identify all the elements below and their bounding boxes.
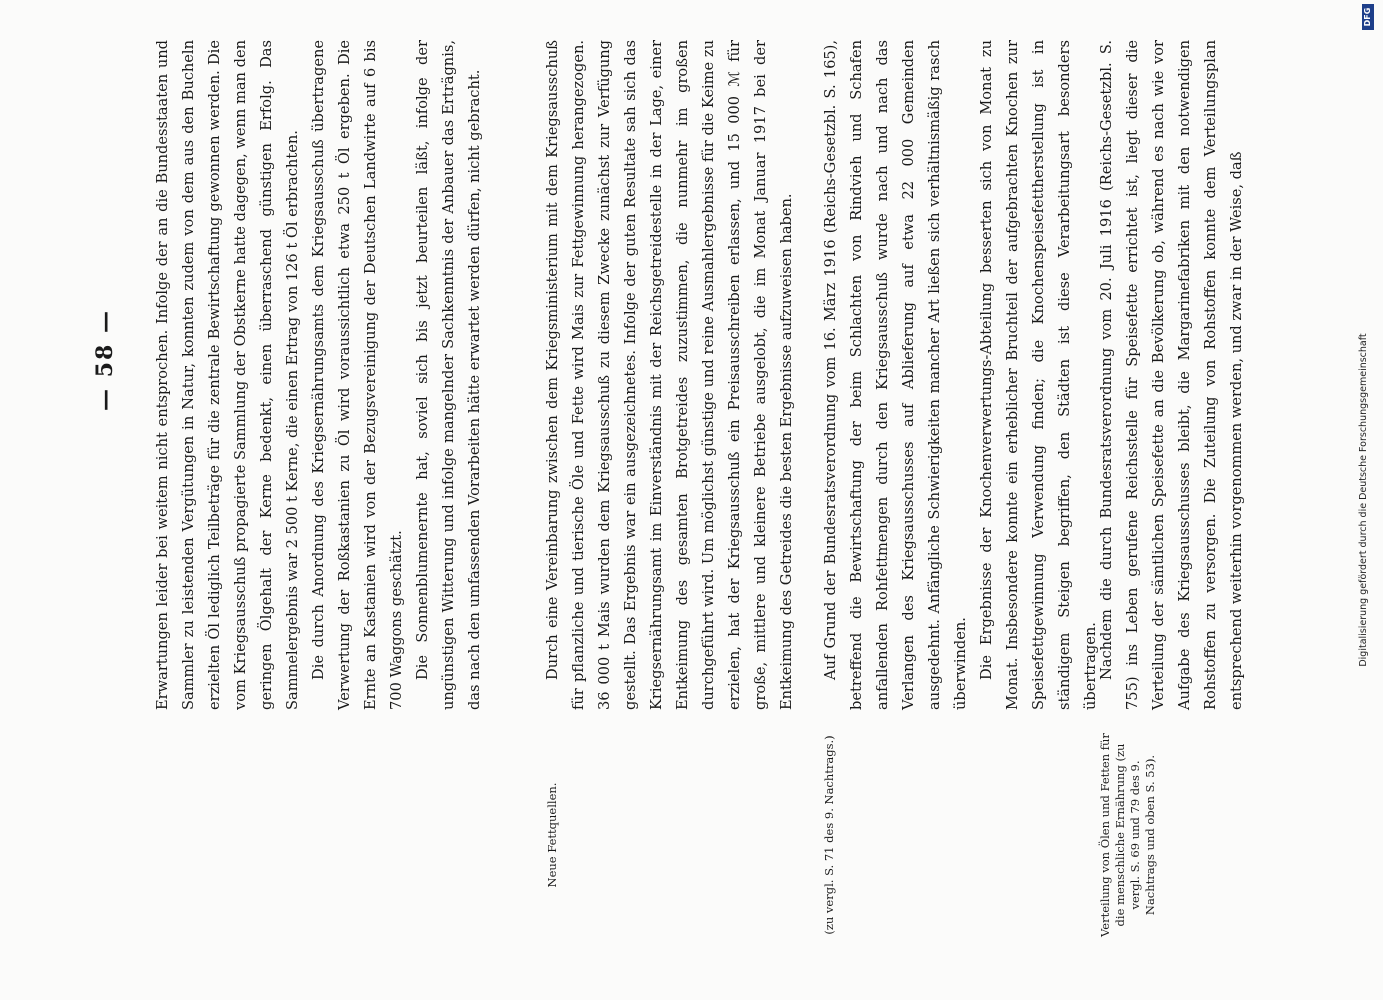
page-number: — 58 — — [92, 309, 118, 411]
paragraph-2: Die durch Anordnung des Kriegsernährungsamts dem Kriegsausschuß übertragene Verwertung der Roßkastanien zu Öl wird voraussichtlich etwa 250 t Öl ergeben. Die Ernte an Kastanien wird von der Bezugsvereinigung der Deutschen Landwirte auf 6 bis 700 Waggons geschätzt. — [310, 40, 405, 710]
text-block-1 — [150, 40, 488, 710]
margin-note-fat-sources: Neue Fettquellen. — [545, 782, 559, 888]
margin-note-distribution: Verteilung von Ölen und Fetten für die menschliche Ernährung (zu vergl. S. 69 und 79 des 9. Nachtrags und oben S. 53). — [1098, 733, 1157, 937]
text-block-3 — [818, 40, 1104, 710]
text-block-4 — [1094, 40, 1250, 710]
margin-note-ref-71: (zu vergl. S. 71 des 9. Nachtrags.) — [822, 735, 836, 935]
dfg-logo: DFG — [1362, 4, 1374, 30]
paragraph-4: Durch eine Vereinbarung zwischen dem Kriegsministerium mit dem Kriegsausschuß für pflanzliche und tierische Öle und Fette wird Mais zur Fettgewinnung herangezogen. 36 000 t Mais wurden dem Kriegsausschuß zu diesem Zwecke zunächst zur Verfügung gestellt. Das Ergebnis war ein ausgezeichnetes. Infolge der guten Resultate sah sich das Kriegsernährungsamt im Einverständnis mit der Reichsgetreidestelle in der Lage, einer Entkeimung des gesamten Brotgetreides zuzustimmen, die nunmehr im großen durchgeführt wird. Um möglichst günstige und reine Ausmahlergebnisse für die Keime zu erzielen, hat der Kriegsausschuß ein Preisausschreiben erlassen, und 15 000 ℳ für große, mittlere und kleinere Betriebe ausgelobt, die im Monat Januar 1917 bei der Entkeimung des Getreides die besten Ergebnisse aufzuweisen haben. — [544, 40, 795, 710]
paragraph-6: Die Ergebnisse der Knochenverwertungs-Abteilung besserten sich von Monat zu Monat. Insbesondere konnte ein erheblicher Bruchteil der aufgebrachten Knochen zur Speisefettgewinnung Verwendung finden; die Knochenspeisefettherstellung ist in ständigem Steigen begriffen, den Städten ist diese Verarbeitungsart besonders übertragen. — [978, 40, 1099, 710]
paragraph-5: Auf Grund der Bundesratsverordnung vom 16. März 1916 (Reichs-Gesetzbl. S. 165), betreffend die Bewirtschaftung der beim Schlachten von Rindvieh und Schafen anfallenden Rohfettmengen durch den Kriegsausschuß wurde nach und nach das Verlangen des Kriegsausschusses auf Ablieferung auf etwa 22 000 Gemeinden ausgedehnt. Anfängliche Schwierigkeiten mancher Art ließen sich verhältnismäßig rasch überwinden. — [822, 40, 969, 710]
paragraph-7: Nachdem die durch Bundesratsverordnung vom 20. Juli 1916 (Reichs-Gesetzbl. S. 755) ins Leben gerufene Reichsstelle für Speisefette errichtet ist, liegt dieser die Verteilung der sämtlichen Speisefette an die Bevölkerung ob, während es nach wie vor Aufgabe des Kriegsausschusses bleibt, die Margarinefabriken mit den notwendigen Rohstoffen zu versorgen. Die Zuteilung von Rohstoffen konnte dem Verteilungsplan entsprechend weiterhin vorgenommen werden, und zwar in der Weise, daß — [1098, 40, 1245, 710]
paragraph-3: Die Sonnenblumenernte hat, soviel sich bis jetzt beurteilen läßt, infolge der ungünstigen Witterung und infolge mangelnder Sachkenntnis der Anbauer das Erträgnis, das nach den umfassenden Vorarbeiten hätte erwartet werden dürfen, nicht gebracht. — [414, 40, 483, 710]
paragraph-1: Erwartungen leider bei weitem nicht entsprochen. Infolge der an die Bundesstaaten und Sammler zu leistenden Vergütungen in Natur, konnten zudem von dem aus den Bucheln erzielten Öl lediglich Teilbeträge für die zentrale Bewirtschaftung gewonnen werden. Die vom Kriegsausschuß propagierte Sammlung der Obstkerne hatte dagegen, wenn man den geringen Ölgehalt der Kerne bedenkt, einen überraschend günstigen Erfolg. Das Sammelergebnis war 2 500 t Kerne, die einen Ertrag von 126 t Öl erbrachten. — [154, 40, 301, 710]
text-block-2 — [540, 40, 800, 710]
digitization-credit: Digitalisierung gefördert durch die Deutsche Forschungsgemeinschaft — [1358, 333, 1369, 667]
